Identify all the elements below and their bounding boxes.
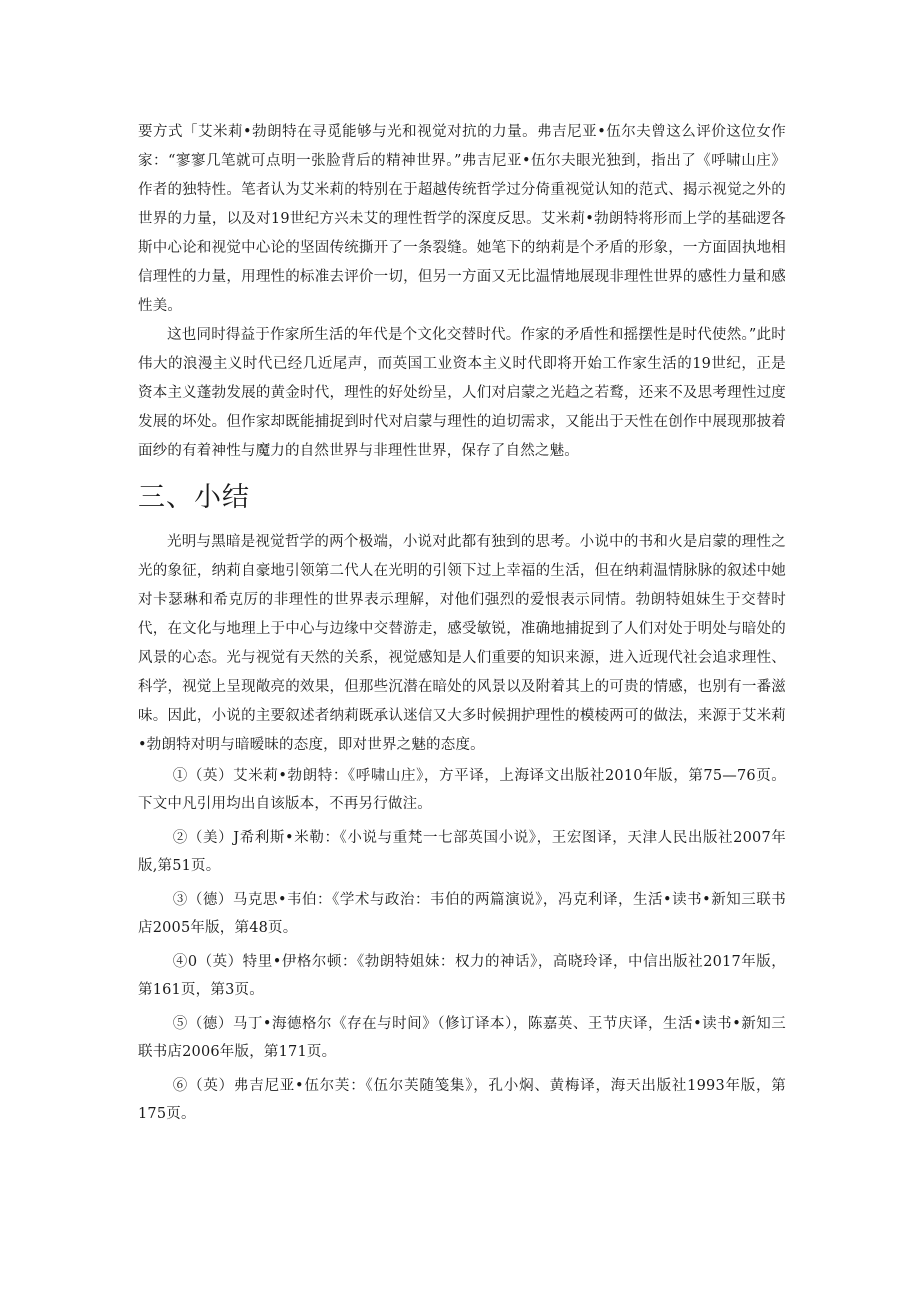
section-heading: 三、小结 — [138, 482, 250, 513]
footnote-6 — [138, 1072, 786, 1128]
footnotes — [138, 762, 786, 1128]
footnote-4 — [138, 948, 786, 1004]
footnote-text: （英）弗吉尼亚•伍尔芙：《伍尔芙随笺集》，孔小焖、黄梅译，海天出版社1993年版，第175页。 — [138, 1078, 786, 1122]
footnote-marker: ⑤ — [172, 1016, 188, 1032]
footnote-1 — [138, 762, 786, 818]
footnote-5 — [138, 1010, 786, 1066]
footnote-text: （德）马丁•海德格尔《存在与时间》（修订译本），陈嘉英、王节庆译，生活•读书•新知三联书店2006年版，第171页。 — [138, 1016, 787, 1060]
footnote-2 — [138, 824, 786, 880]
footnote-marker: ④0 — [172, 954, 198, 970]
footnote-text: （美）J希利斯•米勒：《小说与重梵一七部英国小说》，王宏图译，天津人民出版社2007年版,第51页。 — [138, 830, 786, 874]
body-paragraph-3: 光明与黑暗是视觉哲学的两个极端，小说对此都有独到的思考。小说中的书和火是启蒙的理性之光的象征，纳莉自豪地引领第二代人在光明的引领下过上幸福的生活，但在纳莉温情脉脉的叙述中她对卡瑟琳和希克厉的非理性的世界表示理解，对他们强烈的爱恨表示同情。勃朗特姐妹生于交替时代，在文化与地理上于中心与边缘中交替游走，感受敏锐，准确地捕捉到了人们对处于明处与暗处的风景的心态。光与视觉有天然的关系，视觉感知是人们重要的知识来源，进入近现代社会追求理性、科学，视觉上呈现敞亮的效果，但那些沉潜在暗处的风景以及附着其上的可贵的情感，也别有一番滋味。因此，小说的主要叙述者纳莉既承认迷信又大多时候拥护理性的模棱两可的做法，来源于艾米莉•勃朗特对明与暗暧昧的态度，即对世界之魅的态度。 — [138, 534, 786, 753]
body-paragraph-2: 这也同时得益于作家所生活的年代是个文化交替时代。作家的矛盾性和摇摆性是时代使然。”此时伟大的浪漫主义时代已经几近尾声，而英国工业资本主义时代即将开始工作家生活的19世纪，正是资本主义蓬勃发展的黄金时代，理性的好处纷呈，人们对启蒙之光趋之若鹜，还来不及思考理性过度发展的坏处。但作家却既能捕捉到时代对启蒙与理性的迫切需求，又能出于天性在创作中展现那披着面纱的有着神性与魔力的自然世界与非理性世界，保存了自然之魅。 — [138, 327, 786, 459]
document-page — [138, 118, 786, 1130]
footnote-text: （英）特里•伊格尔顿：《勃朗特姐妹：权力的神话》，高晓玲译，中信出版社2017年版，第161页，第3页。 — [138, 954, 786, 998]
body-paragraph-1: 要方式「艾米莉•勃朗特在寻觅能够与光和视觉对抗的力量。弗吉尼亚•伍尔夫曾这么评价这位女作家：“寥寥几笔就可点明一张脸背后的精神世界。”弗吉尼亚•伍尔夫眼光独到，指出了《呼啸山庄》作者的独特性。笔者认为艾米莉的特别在于超越传统哲学过分倚重视觉认知的范式、揭示视觉之外的世界的力量，以及对19世纪方兴未艾的理性哲学的深度反思。艾米莉•勃朗特将形而上学的基础逻各斯中心论和视觉中心论的坚固传统撕开了一条裂缝。她笔下的纳莉是个矛盾的形象，一方面固执地相信理性的力量，用理性的标准去评价一切，但另一方面又无比温情地展现非理性世界的感性力量和感性美。 — [138, 124, 786, 314]
footnote-3 — [138, 886, 786, 942]
footnote-marker: ① — [172, 768, 188, 784]
footnote-marker: ③ — [172, 892, 188, 908]
footnote-text: （德）马克思•韦伯：《学术与政治：韦伯的两篇演说》，冯克利译，生活•读书•新知三联书店2005年版，第48页。 — [138, 892, 787, 936]
footnote-marker: ② — [172, 830, 188, 846]
footnote-text: （英）艾米莉•勃朗特：《呼啸山庄》，方平译，上海译文出版社2010年版，第75—76页。下文中凡引用均出自该版本，不再另行做注。 — [138, 768, 786, 812]
footnote-marker: ⑥ — [172, 1078, 189, 1094]
